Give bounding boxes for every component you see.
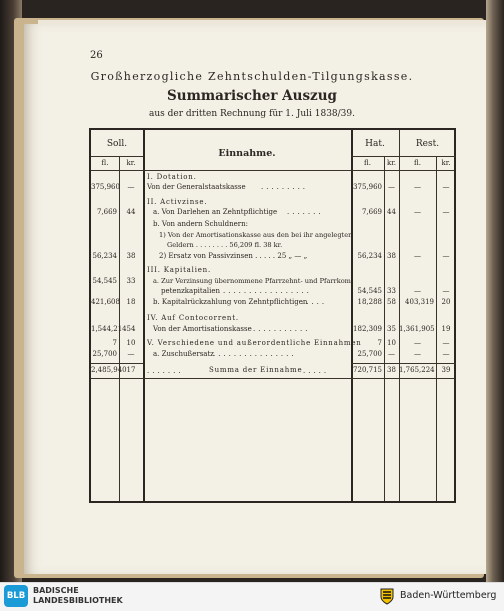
hat-kr: —: [388, 183, 395, 191]
hat-fl: 56,234: [357, 252, 382, 260]
row-label: Geldern . . . . . . . . 56,209 fl. 38 kr.: [167, 241, 283, 249]
soll-fl: 25,700: [92, 350, 117, 358]
rest-fl: 1,765,224: [399, 366, 435, 374]
soll-fl: 1,544,214: [91, 325, 127, 333]
section-heading: I. Dotation.: [147, 173, 197, 181]
document-subtitle: aus der dritten Rechnung für 1. Juli 1838/39.: [148, 109, 355, 119]
section-heading: IV. Auf Contocorrent.: [147, 314, 239, 322]
dot-leader: ...........: [253, 325, 311, 333]
coat-of-arms-icon: [378, 587, 396, 605]
rest-kr: 39: [441, 366, 451, 374]
unit-fl: fl.: [101, 159, 109, 167]
hat-kr: 38: [387, 366, 396, 374]
hat-fl: 7,669: [361, 208, 382, 216]
unit-fl: fl.: [364, 159, 371, 167]
soll-fl: 2,485,940: [91, 366, 127, 374]
hat-kr: 58: [387, 298, 396, 306]
blb-logo[interactable]: BLB: [4, 585, 28, 607]
hat-fl: 18,288: [357, 298, 382, 306]
soll-kr: 44: [126, 208, 136, 216]
hat-kr: 38: [387, 252, 396, 260]
row-label: petenzkapitalien: [161, 287, 221, 295]
rest-fl: 403,319: [405, 298, 434, 306]
rest-kr: —: [442, 208, 450, 216]
hat-fl: 182,309: [353, 325, 382, 333]
row-label: 1) Von der Amortisationskasse aus den bei ihr angelegten: [159, 231, 353, 239]
hat-kr: 10: [387, 339, 396, 347]
dot-leader: .......: [147, 367, 184, 375]
row-label: a. Von Darlehen an Zehntpflichtige: [153, 208, 278, 216]
sum-label: Summa der Einnahme: [209, 366, 303, 374]
header-hat: Hat.: [365, 139, 385, 149]
dot-leader: .......: [287, 208, 324, 216]
row-label: b. Kapitalrückzahlung von Zehntpflichtigen: [153, 298, 308, 306]
dot-leader: .....: [303, 367, 330, 375]
document-heading: Summarischer Auszug: [167, 88, 337, 104]
summary-table: [89, 128, 456, 503]
hat-kr: —: [388, 350, 395, 358]
soll-kr: 33: [126, 277, 136, 285]
rest-kr: 19: [441, 325, 451, 333]
hat-fl: 720,715: [353, 366, 382, 374]
unit-kr: kr.: [126, 159, 136, 167]
header-rule: [91, 170, 454, 171]
row-label: Von der Generalstaatskasse: [147, 183, 246, 191]
rest-kr: —: [442, 252, 450, 260]
unit-kr: kr.: [441, 159, 451, 167]
row-label: a. Zur Verzinsung übernommene Pfarrzehnt- und Pfarrkom-: [153, 277, 354, 285]
soll-kr: 17: [126, 366, 136, 374]
unit-fl: fl.: [414, 159, 421, 167]
section-heading: II. Activzinse.: [147, 198, 208, 206]
library-name: [33, 586, 123, 606]
rest-kr: —: [442, 350, 450, 358]
soll-fl: 56,234: [92, 252, 117, 260]
header-einnahme: Einnahme.: [218, 148, 276, 159]
hat-fl: 7: [377, 339, 382, 347]
rest-kr: —: [442, 339, 450, 347]
hat-kr: 44: [387, 208, 396, 216]
dot-leader: .....: [301, 298, 328, 306]
unit-kr: kr.: [386, 159, 397, 167]
rest-fl: —: [414, 339, 421, 347]
header-rest: Rest.: [415, 139, 440, 149]
header-rule: [91, 156, 143, 157]
soll-kr: 10: [126, 339, 136, 347]
rest-kr: 20: [441, 298, 451, 306]
sum-rule: [91, 378, 454, 379]
row-label: a. Zuschußersatz: [153, 350, 214, 358]
rest-kr: —: [442, 183, 450, 191]
soll-kr: 38: [126, 252, 136, 260]
page-number: 26: [90, 50, 103, 61]
row-label: Von der Amortisationskasse: [153, 325, 252, 333]
rest-fl: —: [414, 252, 421, 260]
rest-fl: —: [414, 350, 421, 358]
soll-fl: 421,608: [91, 298, 120, 306]
header-rule: [351, 156, 456, 157]
soll-kr: —: [127, 350, 135, 358]
dot-leader: .................: [223, 287, 312, 295]
section-heading: III. Kapitalien.: [147, 266, 212, 274]
dot-leader: ................: [213, 350, 297, 358]
library-name-line2: LANDESBIBLIOTHEK: [33, 596, 123, 605]
soll-kr: 18: [126, 298, 136, 306]
rest-fl: —: [414, 208, 421, 216]
state-name[interactable]: Baden-Württemberg: [400, 590, 497, 601]
hat-fl: 375,960: [353, 183, 382, 191]
soll-kr: —: [127, 183, 135, 191]
soll-fl: 375,960: [91, 183, 120, 191]
hat-fl: 54,545: [357, 287, 382, 295]
sum-rule: [91, 363, 143, 364]
sum-rule: [351, 363, 456, 364]
soll-fl: 7: [112, 339, 117, 347]
library-name-line1: BADISCHE: [33, 586, 79, 595]
hat-kr: 35: [387, 325, 396, 333]
soll-kr: 54: [126, 325, 136, 333]
rest-kr: —: [442, 287, 450, 295]
hat-fl: 25,700: [357, 350, 382, 358]
header-soll: Soll.: [106, 139, 128, 149]
row-label: b. Von andern Schuldnern:: [153, 220, 248, 228]
rest-fl: 1,361,905: [399, 325, 435, 333]
soll-fl: 7,669: [96, 208, 117, 216]
dot-leader: .........: [261, 183, 309, 191]
hat-kr: 33: [387, 287, 396, 295]
soll-fl: 54,545: [92, 277, 117, 285]
rest-fl: —: [414, 287, 421, 295]
rest-fl: —: [414, 183, 421, 191]
document-title: Großherzogliche Zehntschulden-Tilgungskasse.: [90, 70, 414, 83]
col-rule: [143, 130, 145, 501]
section-heading: V. Verschiedene und außerordentliche Einnahmen: [147, 339, 362, 347]
row-label: 2) Ersatz von Passivzinsen . . . . . 25 „ — „: [159, 252, 308, 260]
